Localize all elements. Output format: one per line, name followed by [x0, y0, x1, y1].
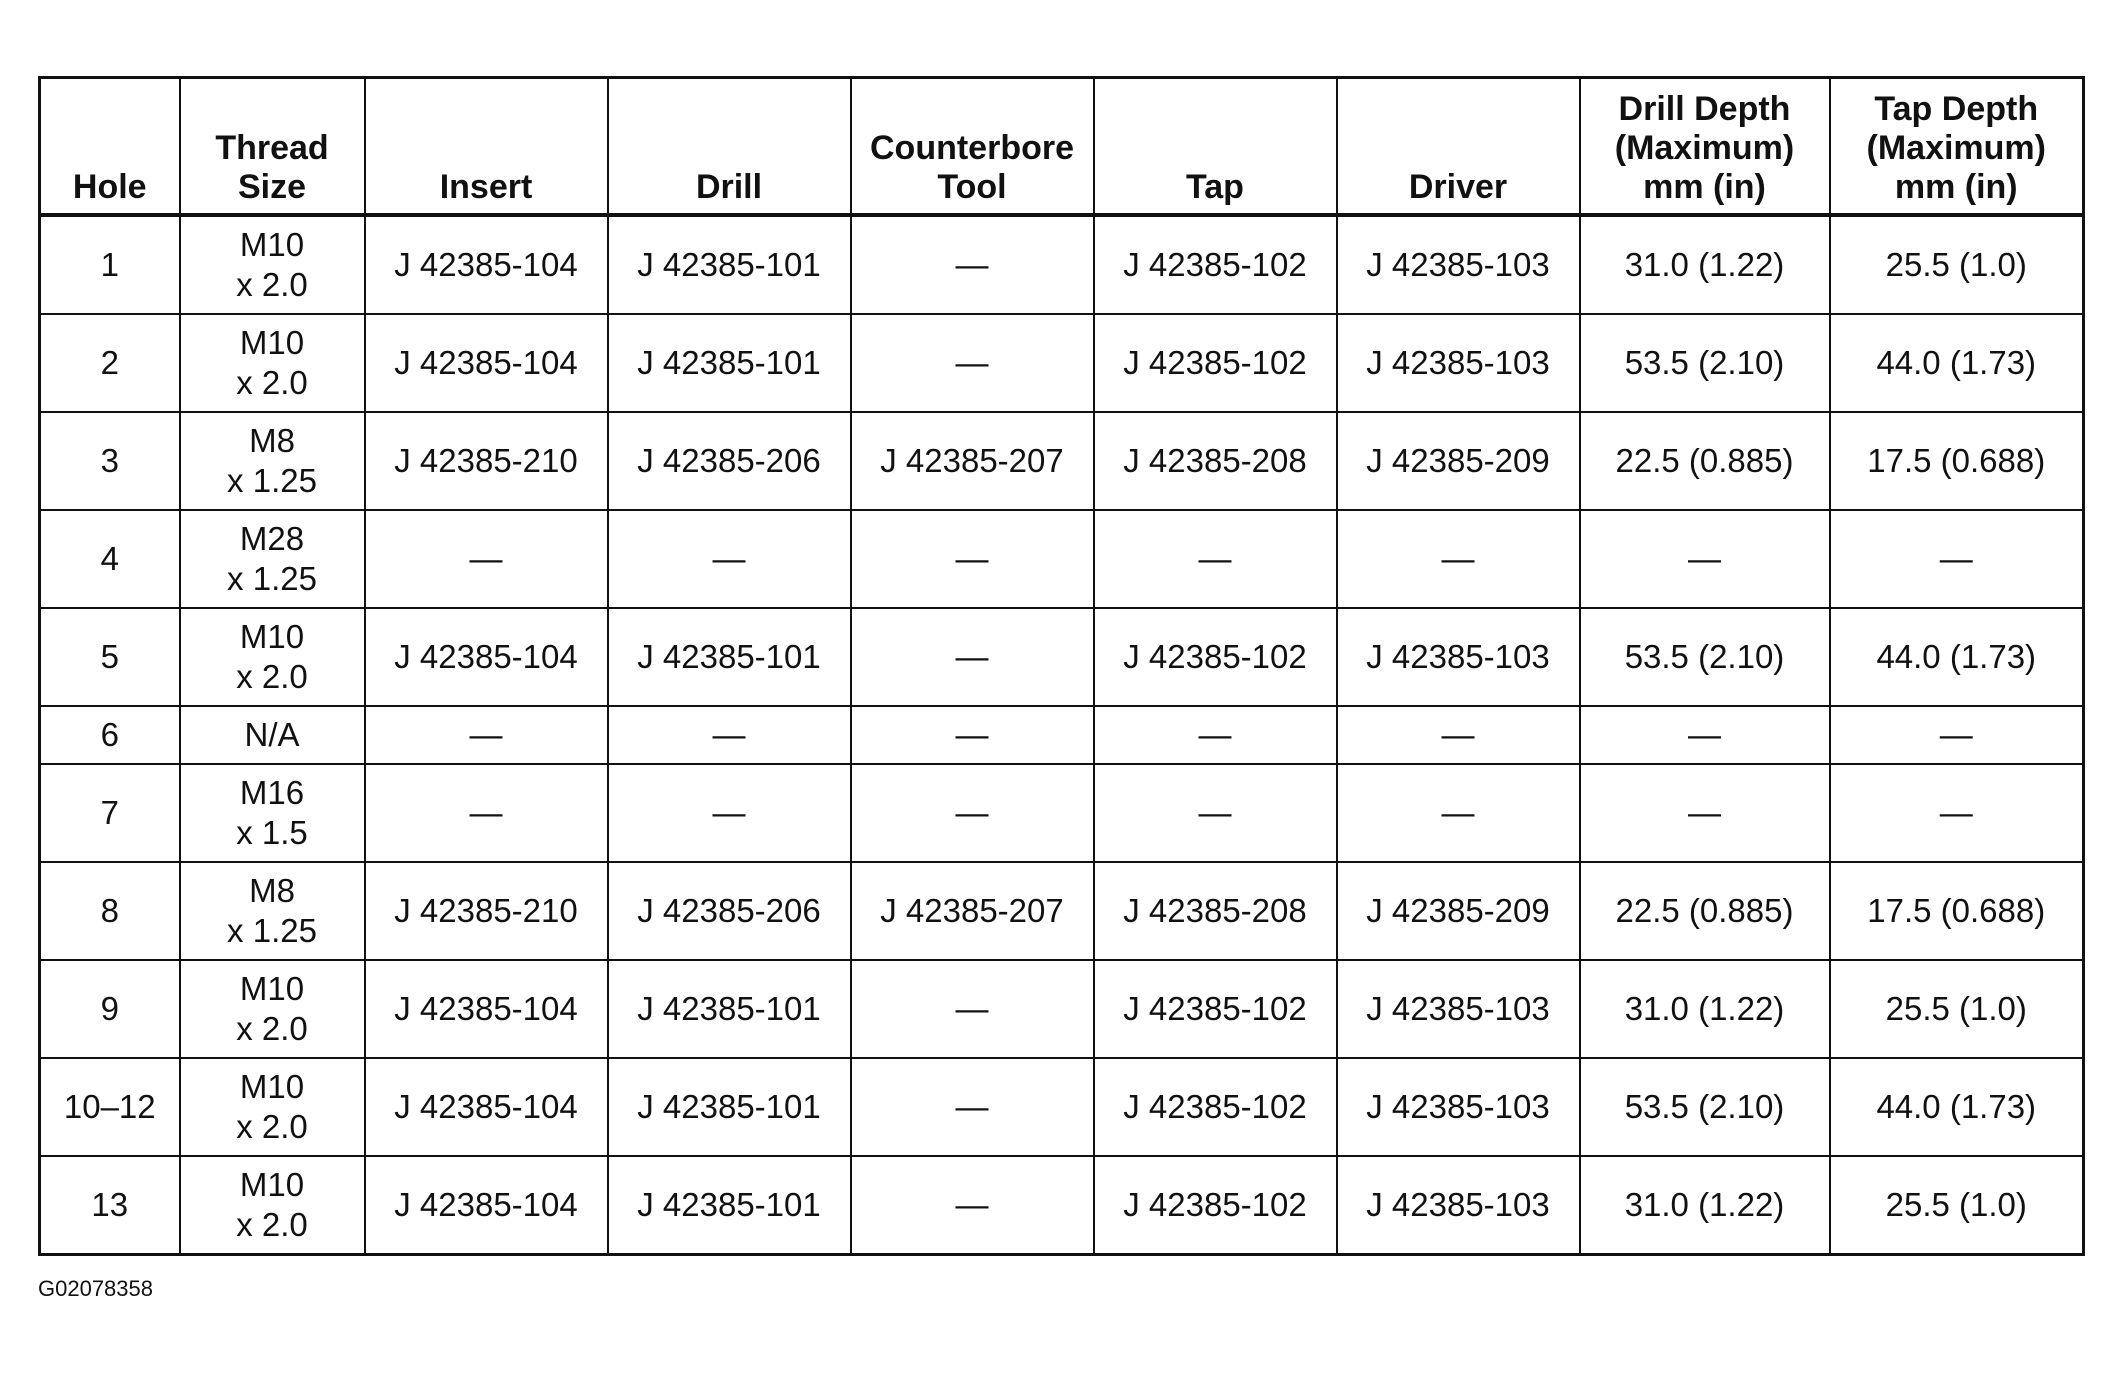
cell-hole: 6 — [40, 706, 180, 764]
cell-hole: 8 — [40, 862, 180, 960]
cell-driver: J 42385-103 — [1337, 314, 1580, 412]
cell-drill-depth: 53.5 (2.10) — [1580, 314, 1830, 412]
cell-insert: J 42385-104 — [365, 215, 608, 314]
cell-tap: J 42385-102 — [1094, 314, 1337, 412]
cell-insert: J 42385-104 — [365, 314, 608, 412]
cell-thread-size — [180, 412, 365, 510]
cell-driver: J 42385-103 — [1337, 960, 1580, 1058]
header-text-line: Tap — [1186, 168, 1244, 206]
cell-thread-size — [180, 314, 365, 412]
cell-tap: J 42385-102 — [1094, 608, 1337, 706]
column-header-drill-depth — [1580, 78, 1830, 216]
cell-drill-depth: 31.0 (1.22) — [1580, 215, 1830, 314]
header-text-line: Tool — [937, 168, 1007, 206]
cell-text-line: M10 — [239, 618, 305, 655]
cell-text-line: x 1.5 — [236, 814, 308, 851]
cell-drill-depth: 53.5 (2.10) — [1580, 608, 1830, 706]
specification-table — [38, 76, 2085, 1256]
cell-hole: 9 — [40, 960, 180, 1058]
cell-insert: — — [365, 764, 608, 862]
cell-drill: J 42385-101 — [608, 215, 851, 314]
header-text-line: Thread — [215, 129, 329, 167]
header-text-line: Hole — [72, 168, 147, 206]
header-text-line: Drill Depth — [1618, 90, 1791, 128]
cell-thread-size — [180, 862, 365, 960]
cell-drill: J 42385-101 — [608, 960, 851, 1058]
cell-tap: J 42385-208 — [1094, 862, 1337, 960]
table-row — [40, 314, 2084, 412]
cell-thread-size — [180, 706, 365, 764]
cell-drill: J 42385-101 — [608, 314, 851, 412]
cell-tap-depth: 44.0 (1.73) — [1830, 314, 2084, 412]
cell-driver: — — [1337, 510, 1580, 608]
cell-tap-depth: 25.5 (1.0) — [1830, 960, 2084, 1058]
cell-thread-size — [180, 608, 365, 706]
table-row — [40, 510, 2084, 608]
cell-hole: 3 — [40, 412, 180, 510]
cell-driver: J 42385-103 — [1337, 608, 1580, 706]
cell-text-line: x 1.25 — [227, 462, 317, 499]
cell-text-line: x 2.0 — [236, 1010, 308, 1047]
cell-text-line: x 1.25 — [227, 560, 317, 597]
header-text-line: Insert — [439, 168, 533, 206]
cell-counterbore: — — [851, 215, 1094, 314]
header-text-line: Tap Depth — [1874, 90, 2039, 128]
cell-tap-depth: 44.0 (1.73) — [1830, 608, 2084, 706]
cell-driver: — — [1337, 706, 1580, 764]
column-header-driver — [1337, 78, 1580, 216]
cell-counterbore: — — [851, 314, 1094, 412]
column-header-thread-size — [180, 78, 365, 216]
cell-drill-depth: — — [1580, 510, 1830, 608]
column-header-tap-depth — [1830, 78, 2084, 216]
figure-id: G02078358 — [38, 1276, 153, 1301]
cell-drill-depth: — — [1580, 706, 1830, 764]
header-text-line: Driver — [1408, 168, 1508, 206]
cell-tap: J 42385-102 — [1094, 1058, 1337, 1156]
cell-insert: — — [365, 706, 608, 764]
header-text-line: mm (in) — [1643, 168, 1766, 206]
cell-drill-depth: 31.0 (1.22) — [1580, 1156, 1830, 1255]
cell-drill: J 42385-206 — [608, 412, 851, 510]
cell-drill: J 42385-101 — [608, 1058, 851, 1156]
cell-tap: — — [1094, 706, 1337, 764]
cell-insert: J 42385-104 — [365, 1156, 608, 1255]
cell-tap-depth: — — [1830, 764, 2084, 862]
header-text-line: Drill — [695, 168, 763, 206]
cell-tap: — — [1094, 764, 1337, 862]
header-text-line: mm (in) — [1894, 168, 2018, 206]
cell-thread-size — [180, 215, 365, 314]
column-header-insert — [365, 78, 608, 216]
cell-text-line: x 2.0 — [236, 1206, 308, 1243]
cell-text-line: M8 — [249, 422, 295, 459]
column-header-drill — [608, 78, 851, 216]
cell-counterbore: — — [851, 510, 1094, 608]
cell-text-line: M10 — [239, 970, 305, 1007]
cell-driver: J 42385-209 — [1337, 412, 1580, 510]
table-body — [40, 215, 2084, 1255]
cell-tap-depth: — — [1830, 510, 2084, 608]
table-row — [40, 764, 2084, 862]
cell-drill-depth: 53.5 (2.10) — [1580, 1058, 1830, 1156]
table-row — [40, 1156, 2084, 1255]
cell-text-line: x 2.0 — [236, 364, 308, 401]
cell-text-line: M16 — [239, 774, 305, 811]
cell-text-line: x 1.25 — [227, 912, 317, 949]
cell-drill-depth: 31.0 (1.22) — [1580, 960, 1830, 1058]
cell-text-line: M10 — [239, 1166, 305, 1203]
cell-hole: 5 — [40, 608, 180, 706]
cell-insert: J 42385-104 — [365, 960, 608, 1058]
header-text-line: Size — [237, 168, 307, 206]
column-header-hole — [40, 78, 180, 216]
cell-tap-depth: 25.5 (1.0) — [1830, 1156, 2084, 1255]
cell-text-line: M8 — [249, 872, 295, 909]
cell-thread-size — [180, 1058, 365, 1156]
cell-counterbore: — — [851, 706, 1094, 764]
cell-insert: J 42385-210 — [365, 412, 608, 510]
cell-insert: J 42385-104 — [365, 1058, 608, 1156]
header-text-line: (Maximum) — [1866, 129, 2046, 167]
cell-hole: 4 — [40, 510, 180, 608]
table-row — [40, 412, 2084, 510]
cell-counterbore: — — [851, 960, 1094, 1058]
table-header — [40, 78, 2084, 216]
cell-tap-depth: 17.5 (0.688) — [1830, 862, 2084, 960]
column-header-counterbore — [851, 78, 1094, 216]
cell-tap-depth: — — [1830, 706, 2084, 764]
cell-insert: — — [365, 510, 608, 608]
cell-drill-depth: 22.5 (0.885) — [1580, 412, 1830, 510]
table-row — [40, 960, 2084, 1058]
cell-driver: J 42385-103 — [1337, 1058, 1580, 1156]
table-row — [40, 608, 2084, 706]
cell-tap: — — [1094, 510, 1337, 608]
cell-tap-depth: 17.5 (0.688) — [1830, 412, 2084, 510]
cell-text-line: M10 — [239, 226, 305, 263]
table-row — [40, 1058, 2084, 1156]
cell-thread-size — [180, 510, 365, 608]
cell-drill: — — [608, 764, 851, 862]
cell-text-line: x 2.0 — [236, 658, 308, 695]
cell-driver: J 42385-103 — [1337, 1156, 1580, 1255]
cell-driver: — — [1337, 764, 1580, 862]
cell-tap-depth: 25.5 (1.0) — [1830, 215, 2084, 314]
cell-hole: 2 — [40, 314, 180, 412]
cell-counterbore: — — [851, 1058, 1094, 1156]
cell-hole: 7 — [40, 764, 180, 862]
cell-tap-depth: 44.0 (1.73) — [1830, 1058, 2084, 1156]
header-row — [40, 78, 2084, 216]
cell-counterbore: — — [851, 608, 1094, 706]
cell-tap: J 42385-102 — [1094, 960, 1337, 1058]
cell-hole: 10–12 — [40, 1058, 180, 1156]
table-row — [40, 706, 2084, 764]
cell-drill: J 42385-101 — [608, 608, 851, 706]
table-row — [40, 862, 2084, 960]
cell-tap: J 42385-208 — [1094, 412, 1337, 510]
cell-thread-size — [180, 764, 365, 862]
cell-counterbore: — — [851, 1156, 1094, 1255]
cell-text-line: M10 — [239, 1068, 305, 1105]
cell-hole: 1 — [40, 215, 180, 314]
cell-drill: J 42385-206 — [608, 862, 851, 960]
cell-counterbore: — — [851, 764, 1094, 862]
cell-drill: J 42385-101 — [608, 1156, 851, 1255]
cell-thread-size — [180, 1156, 365, 1255]
cell-insert: J 42385-104 — [365, 608, 608, 706]
cell-drill-depth: 22.5 (0.885) — [1580, 862, 1830, 960]
cell-tap: J 42385-102 — [1094, 1156, 1337, 1255]
cell-text-line: M10 — [239, 324, 305, 361]
cell-text-line: N/A — [244, 716, 300, 753]
cell-thread-size — [180, 960, 365, 1058]
header-text-line: (Maximum) — [1614, 129, 1795, 167]
cell-insert: J 42385-210 — [365, 862, 608, 960]
cell-text-line: x 2.0 — [236, 266, 308, 303]
cell-drill-depth: — — [1580, 764, 1830, 862]
cell-text-line: M28 — [239, 520, 305, 557]
cell-tap: J 42385-102 — [1094, 215, 1337, 314]
cell-counterbore: J 42385-207 — [851, 412, 1094, 510]
header-text-line: Counterbore — [870, 129, 1074, 167]
cell-counterbore: J 42385-207 — [851, 862, 1094, 960]
cell-drill: — — [608, 510, 851, 608]
cell-text-line: x 2.0 — [236, 1108, 308, 1145]
column-header-tap — [1094, 78, 1337, 216]
table-row — [40, 215, 2084, 314]
cell-hole: 13 — [40, 1156, 180, 1255]
cell-driver: J 42385-209 — [1337, 862, 1580, 960]
cell-drill: — — [608, 706, 851, 764]
cell-driver: J 42385-103 — [1337, 215, 1580, 314]
